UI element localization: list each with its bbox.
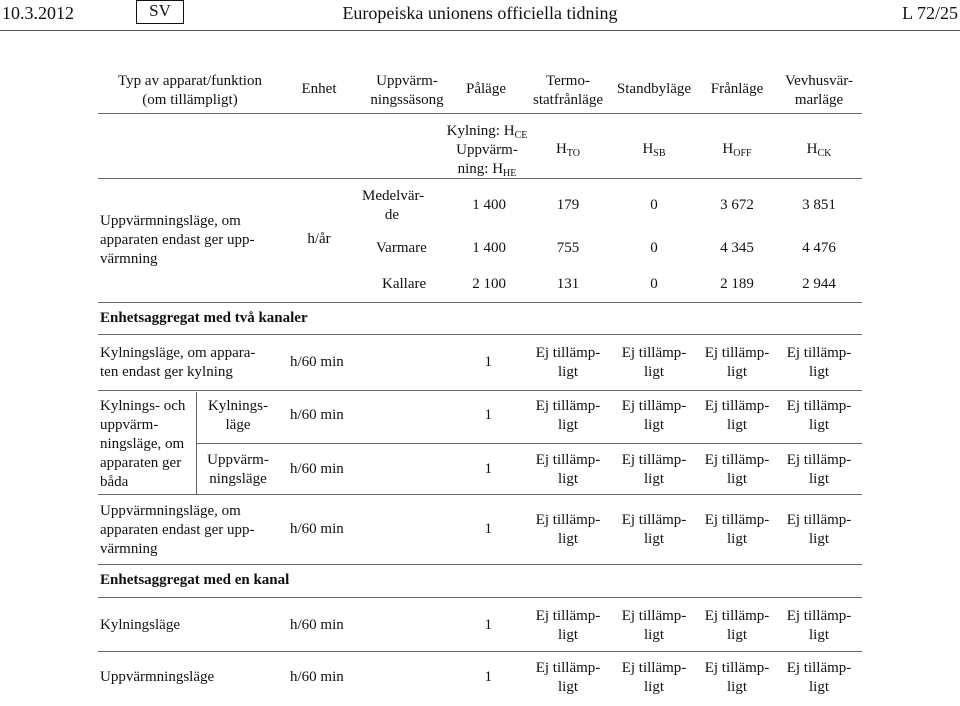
value-on: 1 [484,617,492,633]
col-header-on: Påläge [466,81,506,97]
value-standby: 0 [650,276,658,292]
row-label-cooling-and-heating: Kylnings- och uppvärm- ningsläge, om apparaten ger båda [100,398,186,490]
value-on: 1 400 [472,240,506,256]
col-header-off: Frånläge [710,81,764,97]
unit-h-per-60-min: h/60 min [290,617,344,633]
value-not-applicable: Ej tillämp- ligt [704,660,770,695]
row-divider [98,390,862,391]
section-title-single-duct: Enhetsaggregat med en kanal [100,572,290,588]
block-divider [98,564,862,565]
value-on: 1 [484,669,492,685]
season-colder: Kallare [382,276,427,292]
value-not-applicable: Ej tillämp- ligt [621,512,687,547]
language-code-box: SV [136,0,184,24]
symbol-crankcase: $H_{CK}$ [806,141,832,159]
value-not-applicable: Ej tillämp- ligt [704,608,770,643]
value-not-applicable: Ej tillämp- ligt [704,398,770,433]
value-not-applicable: Ej tillämp- ligt [535,512,601,547]
value-not-applicable: Ej tillämp- ligt [621,398,687,433]
value-not-applicable: Ej tillämp- ligt [786,608,852,643]
value-not-applicable: Ej tillämp- ligt [621,660,687,695]
season-warmer: Varmare [376,240,427,256]
row-label-heating-mode: Uppvärmningsläge [100,669,215,685]
value-on: 2 100 [472,276,506,292]
value-not-applicable: Ej tillämp- ligt [786,512,852,547]
sub-label-cooling: Kylnings- läge [208,398,268,433]
value-not-applicable: Ej tillämp- ligt [535,452,601,487]
value-standby: 0 [650,197,658,213]
col-header-season: Uppvärm- ningssäsong [370,73,444,108]
value-not-applicable: Ej tillämp- ligt [704,452,770,487]
value-not-applicable: Ej tillämp- ligt [786,452,852,487]
block-divider [98,302,862,303]
value-not-applicable: Ej tillämp- ligt [535,660,601,695]
value-off: 4 345 [720,240,754,256]
value-crankcase: 2 944 [802,276,836,292]
value-on: 1 [484,354,492,370]
unit-h-per-60-min: h/60 min [290,354,344,370]
value-not-applicable: Ej tillämp- ligt [786,345,852,380]
unit-h-per-year: h/år [307,231,331,247]
value-crankcase: 3 851 [802,197,836,213]
section-divider [98,597,862,598]
page-number: L 72/25 [902,3,958,23]
value-on: 1 [484,521,492,537]
value-thermostat-off: 755 [556,240,580,256]
season-average: Medelvär- de [362,188,425,223]
value-thermostat-off: 179 [556,197,580,213]
value-not-applicable: Ej tillämp- ligt [786,398,852,433]
value-on: 1 400 [472,197,506,213]
value-not-applicable: Ej tillämp- ligt [621,345,687,380]
value-not-applicable: Ej tillämp- ligt [535,345,601,380]
unit-h-per-60-min: h/60 min [290,521,344,537]
unit-h-per-60-min: h/60 min [290,407,344,423]
sub-label-heating: Uppvärm- ningsläge [207,452,269,487]
value-not-applicable: Ej tillämp- ligt [621,608,687,643]
col-header-crankcase: Vevhusvär- marläge [784,73,853,108]
row-label-cooling-only: Kylningsläge, om appara- ten endast ger kylning [100,345,256,380]
value-not-applicable: Ej tillämp- ligt [704,512,770,547]
value-on: 1 [484,407,492,423]
symbol-on: Kylning: $H_{CE}$ Uppvärm- ning: $H_{HE}$ [446,123,528,179]
col-header-standby: Standbyläge [616,81,692,97]
col-header-thermostat-off: Termo- statfrånläge [533,73,603,108]
value-crankcase: 4 476 [802,240,836,256]
row-label-heating-only: Uppvärmningsläge, om apparaten endast ger upp- värmning [100,503,255,557]
header-date: 10.3.2012 [2,3,74,23]
value-thermostat-off: 131 [556,276,580,292]
symbol-divider [98,178,862,179]
row-label-cooling-mode: Kylningsläge [100,617,180,633]
unit-h-per-60-min: h/60 min [290,669,344,685]
symbol-standby: $H_{SB}$ [642,141,666,159]
value-not-applicable: Ej tillämp- ligt [704,345,770,380]
section-title-two-duct: Enhetsaggregat med två kanaler [100,310,308,326]
symbol-off: $H_{OFF}$ [722,141,752,159]
row-divider [98,494,862,495]
value-not-applicable: Ej tillämp- ligt [621,452,687,487]
value-not-applicable: Ej tillämp- ligt [535,608,601,643]
value-not-applicable: Ej tillämp- ligt [786,660,852,695]
value-on: 1 [484,461,492,477]
value-standby: 0 [650,240,658,256]
section-divider [98,334,862,335]
row-label-heating-only: Uppvärmningsläge, om apparaten endast ger upp- värmning [100,213,255,267]
sub-row-divider [196,443,862,444]
col-header-type: Typ av apparat/funktion (om tillämpligt) [118,73,262,108]
value-off: 2 189 [720,276,754,292]
header-divider [98,113,862,114]
row-divider [98,651,862,652]
unit-h-per-60-min: h/60 min [290,461,344,477]
symbol-thermostat-off: $H_{TO}$ [556,141,580,159]
value-off: 3 672 [720,197,754,213]
journal-title: Europeiska unionens officiella tidning [342,3,618,23]
col-header-unit: Enhet [301,81,337,97]
value-not-applicable: Ej tillämp- ligt [535,398,601,433]
